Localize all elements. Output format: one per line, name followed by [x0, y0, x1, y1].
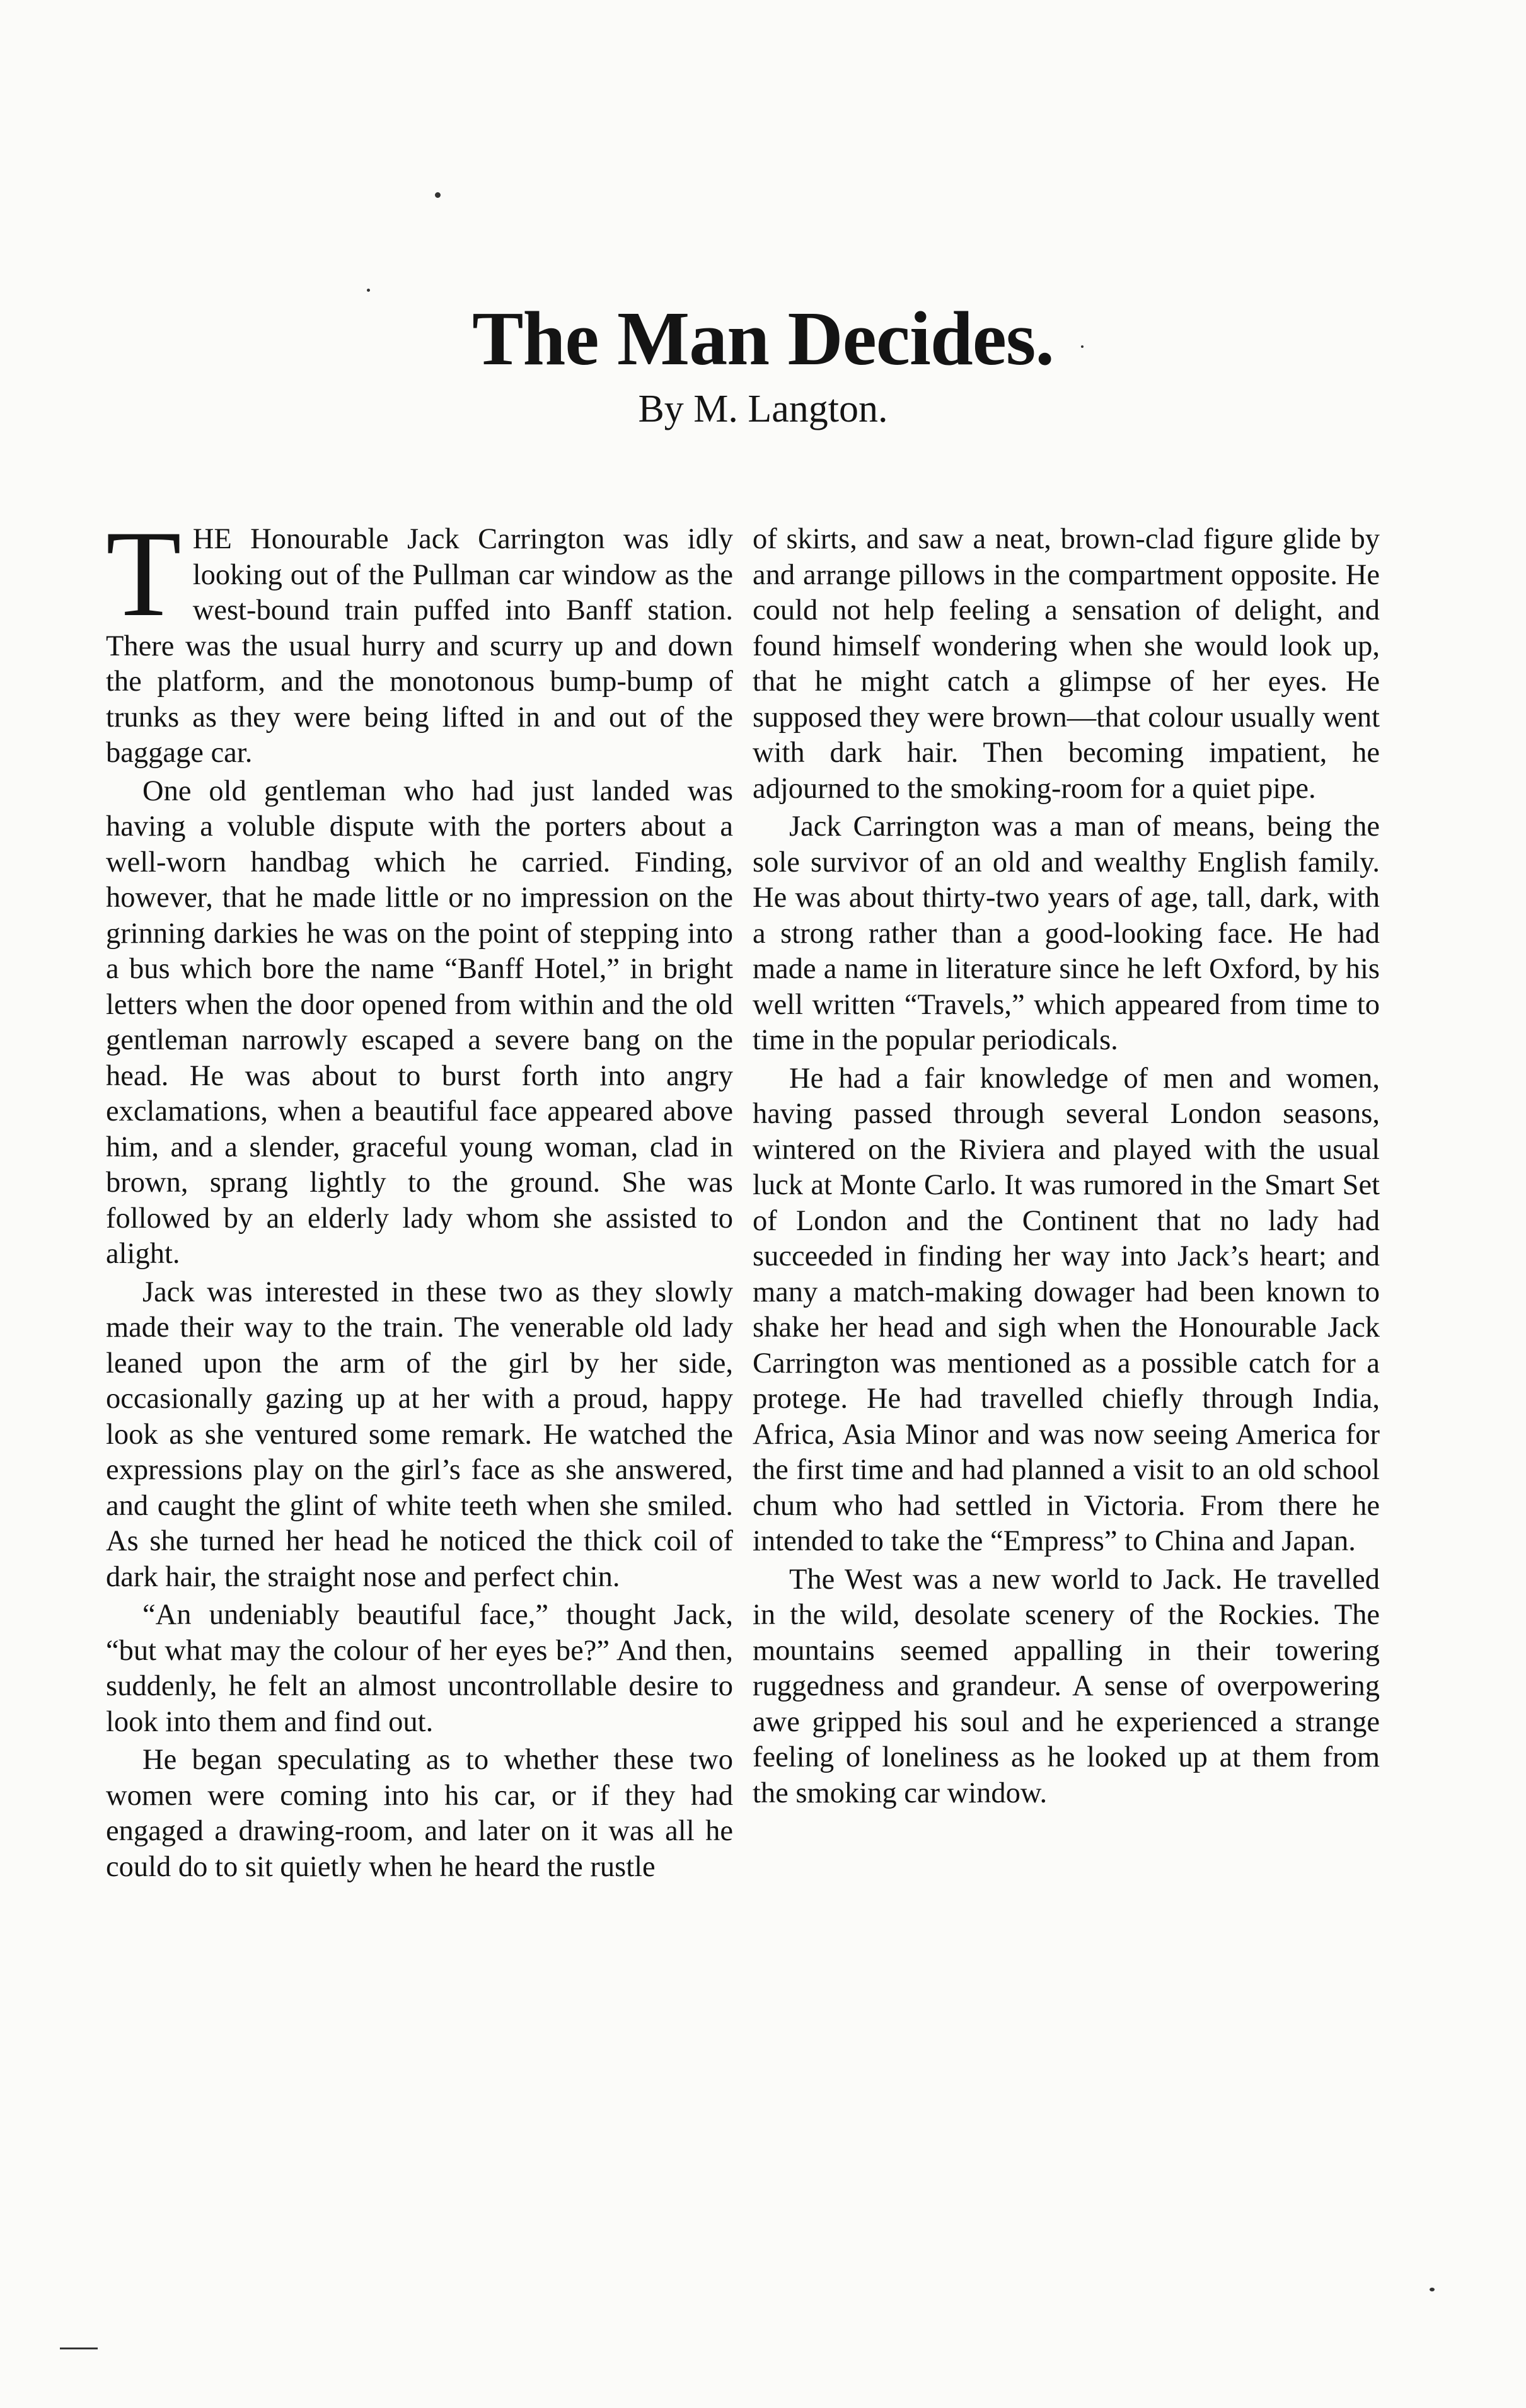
paragraph — [106, 505, 733, 771]
paragraph: One old gentleman who had just landed was having a voluble dispute with the porters about a well-worn handbag which he carried. Finding, however, that he made little or no impression on the grinning darkies he was on the point of stepping into a bus which bore the name “Banff Hotel,” in bright letters when the door opened from within and the old gentleman narrowly escaped a severe bang on the head. He was about to burst forth into angry exclamations, when a beautiful face appeared above him, and a slender, graceful young woman, clad in brown, sprang lightly to the ground. She was followed by an elderly lady whom she assisted to alight. — [106, 775, 733, 1270]
paragraph: “An undeniably beautiful face,” thought Jack, “but what may the colour of her eyes be?” And then, suddenly, he felt an almost uncontrollable desire to look into them and find out. — [106, 1599, 733, 1738]
paragraph: of skirts, and saw a neat, brown-clad figure glide by and arrange pillows in the compartment opposite. He could not help feeling a sensation of delight, and found himself wondering when she would look up, that he might catch a glimpse of her eyes. He supposed they were brown—that colour usually went with dark hair. Then becoming impatient, he adjourned to the smoking-room for a quiet pipe. — [753, 523, 1380, 805]
paragraph: He had a fair knowledge of men and women, having passed through several London seasons, wintered on the Riviera and played with the usual luck at Monte Carlo. It was rumored in the Smart Set of London and the Continent that no lady had succeeded in finding her way into Jack’s heart; and many a match-making dowager had been known to shake her head and sigh when the Honourable Jack Carrington was mentioned as a possible catch for a protege. He had travelled chiefly through India, Africa, Asia Minor and was now seeing America for the first time and had planned a visit to an old school chum who had settled in Victoria. From there he intended to take the “Empress” to China and Japan. — [753, 1062, 1380, 1557]
paragraph-text: HE Honourable Jack Carrington was idly looking out of the Pullman car window as the west-bound train puffed into Banff station. There was the usual hurry and scurry up and down the platform, and the monotonous bump-bump of trunks as they were being lifted in and out of the baggage car. — [106, 523, 733, 769]
drop-cap: T — [106, 505, 182, 642]
paragraph: He began speculating as to whether these two women were coming into his car, or if they had engaged a drawing-room, and later on it was all he could do to sit quietly when he heard the rustle — [106, 1744, 733, 1883]
left-column — [106, 505, 733, 1887]
paragraph: The West was a new world to Jack. He travelled in the wild, desolate scenery of the Rockies. The mountains seemed appalling in their towering ruggedness and grandeur. A sense of overpowering awe gripped his soul and he experienced a strange feeling of loneliness as he looked up at them from the smoking car window. — [753, 1563, 1380, 1809]
right-column — [753, 522, 1380, 1814]
article-title: The Man Decides. — [472, 296, 1054, 381]
paragraph: Jack Carrington was a man of means, being the sole survivor of an old and wealthy English family. He was about thirty-two years of age, tall, dark, with a strong rather than a good-looking face. He had made a name in literature since he left Oxford, by his well written “Travels,” which appeared from time to time in the popular periodicals. — [753, 810, 1380, 1056]
article-byline: By M. Langton. — [638, 388, 888, 430]
paragraph: Jack was interested in these two as they slowly made their way to the train. The venerable old lady leaned upon the arm of the girl by her side, occasionally gazing up at her with a proud, happy look as she ventured some remark. He watched the expressions play on the girl’s face as she answered, and caught the glint of white teeth when she smiled. As she turned her head he noticed the thick coil of dark hair, the straight nose and perfect chin. — [106, 1276, 733, 1593]
